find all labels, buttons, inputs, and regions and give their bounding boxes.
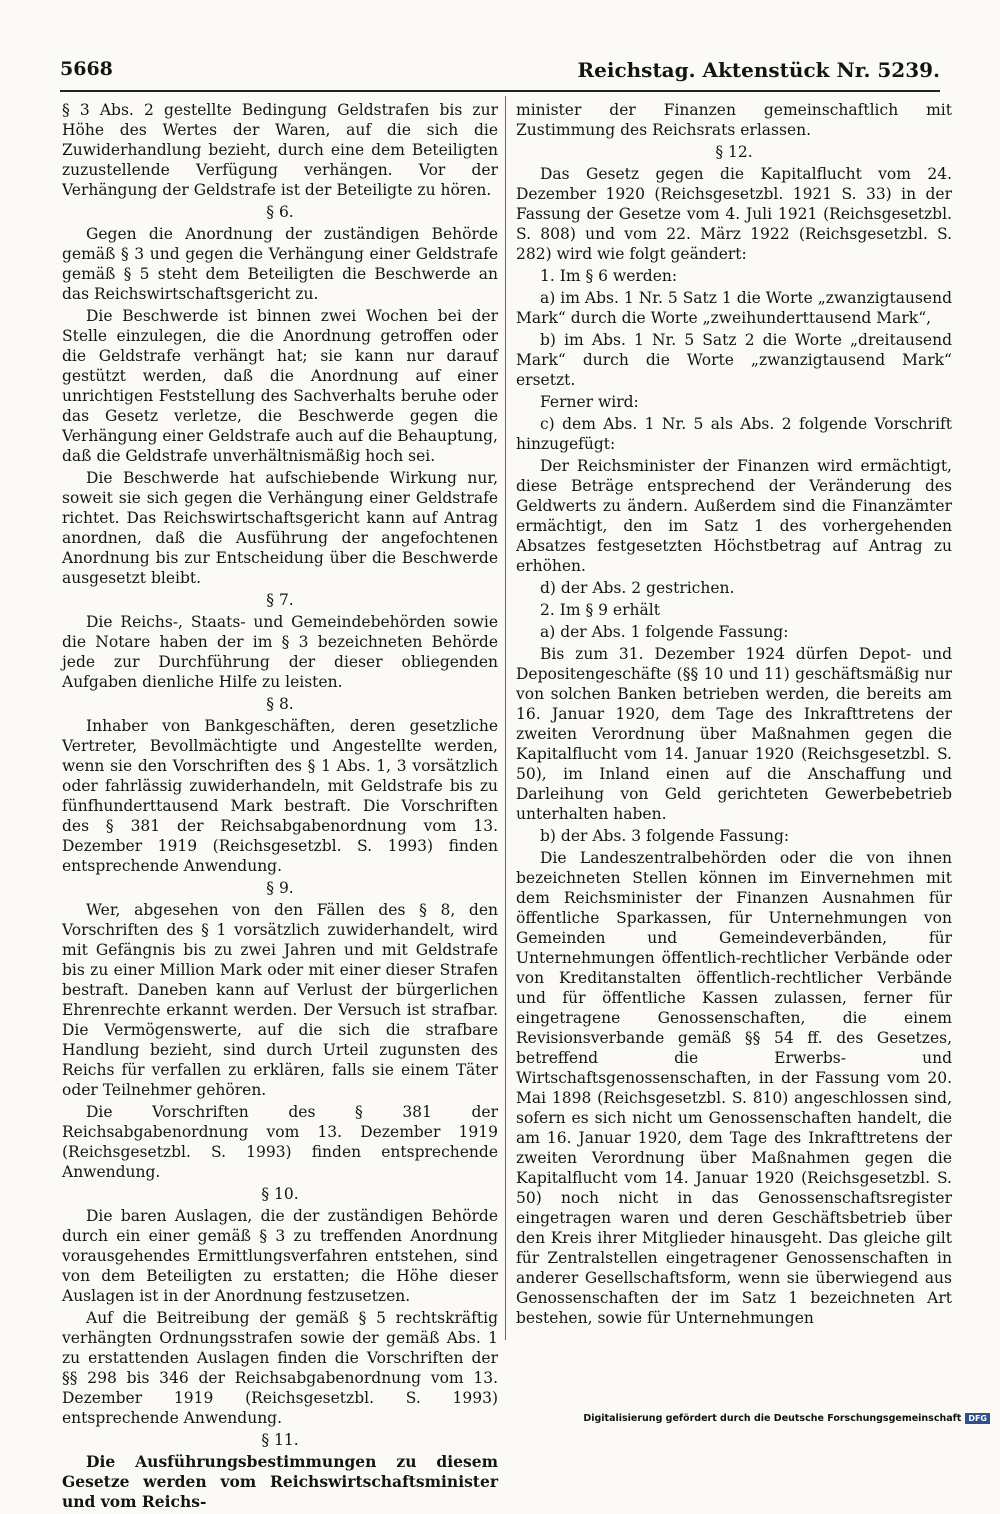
paragraph: Das Gesetz gegen die Kapitalflucht vom 24. Dezember 1920 (Reichsgesetzbl. 1921 S. 33) in der Fassung der Gesetze vom 4. Juli 1921 (Reichsgesetzbl. S. 808) und vom 22. März 1922 (Reichsgesetzbl. S. 282) wird wie folgt geändert: xyxy=(516,165,952,263)
column-divider xyxy=(505,96,506,1340)
header-rule xyxy=(60,90,940,92)
paragraph: Wer, abgesehen von den Fällen des § 8, den Vorschriften des § 1 vorsätzlich zuwiderhandelt, wird mit Gefängnis bis zu zwei Jahren und mit Geldstrafe bis zu einer Million Mark oder mit einer dieser Strafen bestraft. Daneben kann auf Verlust der bürgerlichen Ehrenrechte erkannt werden. Der Versuch ist strafbar. Die Vermögenswerte, auf die sich die strafbare Handlung bezieht, sind durch Urteil zugunsten des Reichs für verfallen zu erklären, falls sie einem Täter oder Teilnehmer gehören. xyxy=(62,901,498,1099)
paragraph: Die Ausführungsbestimmungen zu diesem Gesetze werden vom Reichswirtschaftsminister und vom Reichs- xyxy=(62,1452,498,1511)
page-header xyxy=(60,58,940,88)
quoted-provision: Die Landeszentralbehörden oder die von ihnen bezeichneten Stellen können im Einvernehmen mit dem Reichsminister der Finanzen Ausnahmen für öffentliche Sparkassen, für Unternehmungen von Gemeinden und Gemeindeverbänden, für Unternehmungen öffentlich-rechtlicher Verbände oder von Kreditanstalten öffentlich-rechtlicher Verbände und für öffentliche Kassen zulassen, ferner für eingetragene Genossenschaften, die einem Revisionsverbande gemäß §§ 54 ff. des Gesetzes, betreffend die Erwerbs- und Wirtschaftsgenossenschaften, in der Fassung vom 20. Mai 1898 (Reichsgesetzbl. S. 810) angeschlossen sind, sofern es sich nicht um Genossenschaften handelt, die am 16. Januar 1920, dem Tage des Inkrafttretens der zweiten Verordnung über Maßnahmen gegen die Kapitalflucht vom 14. Januar 1920 (Reichsgesetzbl. S. 50) noch nicht in das Genossenschaftsregister eingetragen waren und deren Geschäftsbetrieb über den Kreis ihrer Mitglieder hinausgeht. Das gleiche gilt für Zentralstellen eingetragener Genossenschaften in anderer Gesellschaftsform, wenn sie überwiegend aus Genossenschaften der im Satz 1 bezeichneten Art bestehen, sowie für Unternehmungen xyxy=(516,849,952,1327)
dfg-logo: DFG xyxy=(965,1413,990,1424)
paragraph: Inhaber von Bankgeschäften, deren gesetzliche Vertreter, Bevollmächtigte und Angestellte werden, wenn sie den Vorschriften des § 1 Abs. 1, 3 vorsätzlich oder fahrlässig zuwiderhandeln, mit Geldstrafe bis zu fünfhunderttausend Mark bestraft. Die Vorschriften des § 381 der Reichsabgabenordnung vom 13. Dezember 1919 (Reichsgesetzbl. S. 1993) finden entsprechende Anwendung. xyxy=(62,717,498,875)
list-item: a) der Abs. 1 folgende Fassung: xyxy=(540,623,789,641)
section-heading: § 7. xyxy=(266,591,294,609)
section-heading: § 10. xyxy=(261,1185,299,1203)
section-heading: § 9. xyxy=(266,879,294,897)
quoted-provision: Der Reichsminister der Finanzen wird ermächtigt, diese Beträge entsprechend der Veränderung des Geldwerts zu ändern. Außerdem sind die Finanzämter ermächtigt, den im Satz 1 des vorhergehenden Absatzes festgesetzten Höchstbetrag auf Antrag zu erhöhen. xyxy=(516,457,952,575)
list-item: c) dem Abs. 1 Nr. 5 als Abs. 2 folgende Vorschrift hinzugefügt: xyxy=(516,415,952,453)
section-heading: § 8. xyxy=(266,695,294,713)
paragraph: Auf die Beitreibung der gemäß § 5 rechtskräftig verhängten Ordnungsstrafen sowie der gemäß Abs. 1 zu erstattenden Auslagen finden die Vorschriften der §§ 298 bis 346 der Reichsabgabenordnung vom 13. Dezember 1919 (Reichsgesetzbl. S. 1993) entsprechende Anwendung. xyxy=(62,1309,498,1427)
paragraph: Die baren Auslagen, die der zuständigen Behörde durch ein einer gemäß § 3 zu treffenden Anordnung vorausgehendes Ermittlungsverfahren entstehen, sind von dem Beteiligten zu erstatten; die Höhe dieser Auslagen ist in der Anordnung festzusetzen. xyxy=(62,1207,498,1305)
running-title: Reichstag. Aktenstück Nr. 5239. xyxy=(577,58,940,82)
paragraph: Gegen die Anordnung der zuständigen Behörde gemäß § 3 und gegen die Verhängung einer Geldstrafe gemäß § 5 steht dem Beteiligten die Beschwerde an das Reichswirtschaftsgericht zu. xyxy=(62,225,498,303)
section-heading: § 11. xyxy=(261,1431,299,1449)
paragraph: Die Vorschriften des § 381 der Reichsabgabenordnung vom 13. Dezember 1919 (Reichsgesetzbl. S. 1993) finden entsprechende Anwendung. xyxy=(62,1103,498,1181)
footer-text: Digitalisierung gefördert durch die Deutsche Forschungsgemeinschaft xyxy=(583,1413,962,1424)
paragraph: Die Reichs-, Staats- und Gemeindebehörden sowie die Notare haben der im § 3 bezeichneten Behörde jede zur Durchführung der dieser obliegenden Aufgaben dienliche Hilfe zu leisten. xyxy=(62,613,498,691)
section-heading: § 12. xyxy=(715,143,753,161)
list-item: b) der Abs. 3 folgende Fassung: xyxy=(540,827,790,845)
list-item: a) im Abs. 1 Nr. 5 Satz 1 die Worte „zwanzigtausend Mark“ durch die Worte „zweihunderttausend Mark“, xyxy=(516,289,952,327)
list-item: 2. Im § 9 erhält xyxy=(540,601,660,619)
paragraph: minister der Finanzen gemeinschaftlich mit Zustimmung des Reichsrats erlassen. xyxy=(516,101,952,139)
list-item: d) der Abs. 2 gestrichen. xyxy=(540,579,735,597)
right-column xyxy=(516,100,952,1330)
section-heading: § 6. xyxy=(266,203,294,221)
page-number: 5668 xyxy=(60,58,113,80)
paragraph: Ferner wird: xyxy=(540,393,639,411)
quoted-provision: Bis zum 31. Dezember 1924 dürfen Depot- und Depositengeschäfte (§§ 10 und 11) geschäftsmäßig nur von solchen Banken betrieben werden, die bereits am 16. Januar 1920, dem Tage des Inkrafttretens der zweiten Verordnung über Maßnahmen gegen die Kapitalflucht vom 14. Januar 1920 (Reichsgesetzbl. S. 50), im Inland einen auf die Anschaffung und Darleihung von Geld gerichteten Gewerbebetrieb unterhalten haben. xyxy=(516,645,952,823)
list-item: 1. Im § 6 werden: xyxy=(540,267,678,285)
paragraph: Die Beschwerde hat aufschiebende Wirkung nur, soweit sie sich gegen die Verhängung einer Geldstrafe richtet. Das Reichswirtschaftsgericht kann auf Antrag anordnen, daß die Ausführung der angefochtenen Anordnung bis zur Entscheidung über die Beschwerde ausgesetzt bleibt. xyxy=(62,469,498,587)
digitization-footer xyxy=(583,1413,990,1424)
paragraph: § 3 Abs. 2 gestellte Bedingung Geldstrafen bis zur Höhe des Wertes der Waren, auf die sich die Zuwiderhandlung bezieht, durch eine dem Beteiligten zuzustellende Verfügung verhängen. Vor der Verhängung der Geldstrafe ist der Beteiligte zu hören. xyxy=(62,101,498,199)
list-item: b) im Abs. 1 Nr. 5 Satz 2 die Worte „dreitausend Mark“ durch die Worte „zwanzigtausend Mark“ ersetzt. xyxy=(516,331,952,389)
left-column xyxy=(62,100,498,1514)
paragraph: Die Beschwerde ist binnen zwei Wochen bei der Stelle einzulegen, die die Anordnung getroffen oder die Geldstrafe verhängt hat; sie kann nur darauf gestützt werden, daß die Anordnung auf einer unrichtigen Feststellung des Sachverhalts beruhe oder das Gesetz verletze, die Beschwerde gegen die Verhängung einer Geldstrafe auch auf die Behauptung, daß die Geldstrafe unverhältnismäßig hoch sei. xyxy=(62,307,498,465)
